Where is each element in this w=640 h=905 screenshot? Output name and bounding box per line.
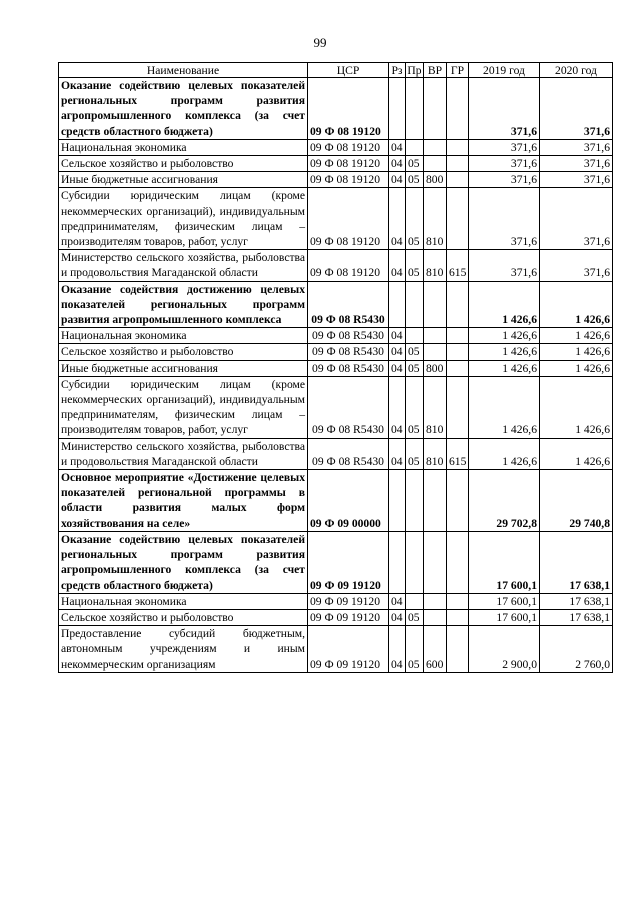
row-rz: 04 xyxy=(389,156,406,172)
row-gr xyxy=(447,328,469,344)
table-row xyxy=(59,376,613,438)
row-rz: 04 xyxy=(389,172,406,188)
header-name: Наименование xyxy=(59,63,308,78)
row-rz xyxy=(389,281,406,328)
row-2020: 371,6 xyxy=(540,139,613,155)
row-name: Основное мероприятие «Достижение целевых показателей региональной программы в области развития малых форм хозяйствования на селе» xyxy=(59,470,308,532)
page-number: 99 xyxy=(313,35,327,50)
row-2020: 1 426,6 xyxy=(540,281,613,328)
row-pr xyxy=(406,139,424,155)
row-name: Оказание содействию целевых показателей региональных программ развития агропромышленного комплекса (за счет средств областного бюджета) xyxy=(59,531,308,593)
row-2020: 371,6 xyxy=(540,156,613,172)
row-gr xyxy=(447,626,469,673)
row-gr xyxy=(447,281,469,328)
row-rz: 04 xyxy=(389,344,406,360)
row-csr: 09 Ф 08 R5430 xyxy=(308,438,389,469)
row-2020: 1 426,6 xyxy=(540,328,613,344)
row-rz: 04 xyxy=(389,250,406,281)
row-name: Министерство сельского хозяйства, рыболовства и продовольствия Магаданской области xyxy=(59,438,308,469)
row-2019: 371,6 xyxy=(469,139,540,155)
row-name: Сельское хозяйство и рыболовство xyxy=(59,156,308,172)
row-vr xyxy=(424,281,447,328)
row-rz xyxy=(389,531,406,593)
row-2020: 1 426,6 xyxy=(540,360,613,376)
row-2019: 371,6 xyxy=(469,156,540,172)
row-gr xyxy=(447,139,469,155)
row-rz: 04 xyxy=(389,438,406,469)
row-2019: 371,6 xyxy=(469,250,540,281)
row-csr: 09 Ф 08 R5430 xyxy=(308,281,389,328)
row-name: Национальная экономика xyxy=(59,593,308,609)
row-csr: 09 Ф 08 19120 xyxy=(308,156,389,172)
table-row xyxy=(59,172,613,188)
row-gr xyxy=(447,188,469,250)
row-gr xyxy=(447,376,469,438)
row-2019: 1 426,6 xyxy=(469,360,540,376)
row-pr: 05 xyxy=(406,609,424,625)
table-row xyxy=(59,609,613,625)
table-row xyxy=(59,139,613,155)
header-2019: 2019 год xyxy=(469,63,540,78)
row-vr xyxy=(424,139,447,155)
row-pr xyxy=(406,78,424,140)
row-vr xyxy=(424,156,447,172)
row-pr: 05 xyxy=(406,250,424,281)
row-vr xyxy=(424,531,447,593)
row-gr xyxy=(447,156,469,172)
row-name: Сельское хозяйство и рыболовство xyxy=(59,344,308,360)
row-vr xyxy=(424,328,447,344)
row-vr xyxy=(424,470,447,532)
row-2019: 1 426,6 xyxy=(469,438,540,469)
row-pr xyxy=(406,593,424,609)
row-name: Предоставление субсидий бюджетным, автономным учреждениям и иным некоммерческим организациям xyxy=(59,626,308,673)
row-2019: 1 426,6 xyxy=(469,281,540,328)
row-vr xyxy=(424,344,447,360)
row-pr: 05 xyxy=(406,626,424,673)
row-vr: 810 xyxy=(424,250,447,281)
row-pr xyxy=(406,470,424,532)
row-name: Субсидии юридическим лицам (кроме некоммерческих организаций), индивидуальным предпринимателям, физическим лицам – производителям товаров, работ, услуг xyxy=(59,188,308,250)
row-pr: 05 xyxy=(406,172,424,188)
row-rz xyxy=(389,470,406,532)
row-csr: 09 Ф 09 19120 xyxy=(308,531,389,593)
row-pr: 05 xyxy=(406,156,424,172)
row-rz: 04 xyxy=(389,593,406,609)
row-2019: 371,6 xyxy=(469,172,540,188)
row-name: Сельское хозяйство и рыболовство xyxy=(59,609,308,625)
table-row xyxy=(59,470,613,532)
row-vr xyxy=(424,593,447,609)
row-2019: 29 702,8 xyxy=(469,470,540,532)
row-csr: 09 Ф 08 19120 xyxy=(308,250,389,281)
row-csr: 09 Ф 08 19120 xyxy=(308,139,389,155)
row-2020: 2 760,0 xyxy=(540,626,613,673)
row-vr: 810 xyxy=(424,376,447,438)
row-2019: 1 426,6 xyxy=(469,344,540,360)
table-row xyxy=(59,250,613,281)
row-vr: 800 xyxy=(424,360,447,376)
row-2020: 17 638,1 xyxy=(540,593,613,609)
row-name: Министерство сельского хозяйства, рыболовства и продовольствия Магаданской области xyxy=(59,250,308,281)
row-2019: 17 600,1 xyxy=(469,593,540,609)
budget-table xyxy=(58,62,613,673)
header-rz: Рз xyxy=(389,63,406,78)
header-csr: ЦСР xyxy=(308,63,389,78)
row-gr xyxy=(447,531,469,593)
row-gr xyxy=(447,360,469,376)
row-rz: 04 xyxy=(389,376,406,438)
row-2019: 17 600,1 xyxy=(469,609,540,625)
row-pr: 05 xyxy=(406,438,424,469)
table-row xyxy=(59,188,613,250)
row-vr xyxy=(424,78,447,140)
row-csr: 09 Ф 09 19120 xyxy=(308,593,389,609)
row-gr xyxy=(447,344,469,360)
row-2019: 2 900,0 xyxy=(469,626,540,673)
table-row xyxy=(59,593,613,609)
table-row xyxy=(59,531,613,593)
table-row xyxy=(59,328,613,344)
row-2019: 371,6 xyxy=(469,78,540,140)
header-pr: Пр xyxy=(407,64,422,77)
row-csr: 09 Ф 08 19120 xyxy=(308,188,389,250)
row-csr: 09 Ф 08 19120 xyxy=(308,172,389,188)
row-rz: 04 xyxy=(389,626,406,673)
row-2020: 371,6 xyxy=(540,172,613,188)
row-name: Оказание содействию целевых показателей региональных программ развития агропромышленного комплекса (за счет средств областного бюджета) xyxy=(59,78,308,140)
row-pr xyxy=(406,328,424,344)
row-2020: 371,6 xyxy=(540,250,613,281)
row-pr: 05 xyxy=(406,376,424,438)
row-pr xyxy=(406,281,424,328)
row-pr: 05 xyxy=(406,188,424,250)
row-2019: 1 426,6 xyxy=(469,328,540,344)
row-2019: 371,6 xyxy=(469,188,540,250)
row-csr: 09 Ф 08 R5430 xyxy=(308,376,389,438)
row-2020: 29 740,8 xyxy=(540,470,613,532)
row-2020: 17 638,1 xyxy=(540,609,613,625)
header-gr: ГР xyxy=(447,63,469,78)
row-vr: 600 xyxy=(424,626,447,673)
table-row xyxy=(59,156,613,172)
row-2020: 371,6 xyxy=(540,78,613,140)
row-vr: 810 xyxy=(424,188,447,250)
row-pr: 05 xyxy=(406,344,424,360)
table-row xyxy=(59,344,613,360)
header-vr: ВР xyxy=(424,63,447,78)
row-name: Оказание содействия достижению целевых показателей региональных программ развития агропромышленного комплекса xyxy=(59,281,308,328)
row-csr: 09 Ф 09 19120 xyxy=(308,626,389,673)
row-csr: 09 Ф 08 19120 xyxy=(308,78,389,140)
row-rz: 04 xyxy=(389,328,406,344)
row-2019: 1 426,6 xyxy=(469,376,540,438)
row-2020: 17 638,1 xyxy=(540,531,613,593)
row-2020: 1 426,6 xyxy=(540,344,613,360)
row-gr xyxy=(447,470,469,532)
header-2020: 2020 год xyxy=(540,63,613,78)
table-row xyxy=(59,78,613,140)
row-rz xyxy=(389,78,406,140)
row-2020: 1 426,6 xyxy=(540,438,613,469)
table-header-row xyxy=(59,63,613,78)
row-2020: 371,6 xyxy=(540,188,613,250)
row-csr: 09 Ф 08 R5430 xyxy=(308,360,389,376)
row-name: Субсидии юридическим лицам (кроме некоммерческих организаций), индивидуальным предпринимателям, физическим лицам – производителям товаров, работ, услуг xyxy=(59,376,308,438)
row-vr: 810 xyxy=(424,438,447,469)
table-row xyxy=(59,438,613,469)
row-rz: 04 xyxy=(389,188,406,250)
row-rz: 04 xyxy=(389,609,406,625)
row-csr: 09 Ф 09 19120 xyxy=(308,609,389,625)
row-name: Иные бюджетные ассигнования xyxy=(59,360,308,376)
row-rz: 04 xyxy=(389,139,406,155)
row-gr xyxy=(447,172,469,188)
row-vr: 800 xyxy=(424,172,447,188)
row-name: Иные бюджетные ассигнования xyxy=(59,172,308,188)
row-csr: 09 Ф 08 R5430 xyxy=(308,328,389,344)
row-pr xyxy=(406,531,424,593)
row-2019: 17 600,1 xyxy=(469,531,540,593)
row-gr xyxy=(447,593,469,609)
row-gr xyxy=(447,78,469,140)
row-vr xyxy=(424,609,447,625)
row-gr: 615 xyxy=(447,250,469,281)
row-csr: 09 Ф 08 R5430 xyxy=(308,344,389,360)
row-name: Национальная экономика xyxy=(59,328,308,344)
row-gr xyxy=(447,609,469,625)
row-pr: 05 xyxy=(406,360,424,376)
row-csr: 09 Ф 09 00000 xyxy=(308,470,389,532)
row-2020: 1 426,6 xyxy=(540,376,613,438)
row-rz: 04 xyxy=(389,360,406,376)
table-row xyxy=(59,281,613,328)
row-name: Национальная экономика xyxy=(59,139,308,155)
row-gr: 615 xyxy=(447,438,469,469)
table-row xyxy=(59,626,613,673)
table-row xyxy=(59,360,613,376)
